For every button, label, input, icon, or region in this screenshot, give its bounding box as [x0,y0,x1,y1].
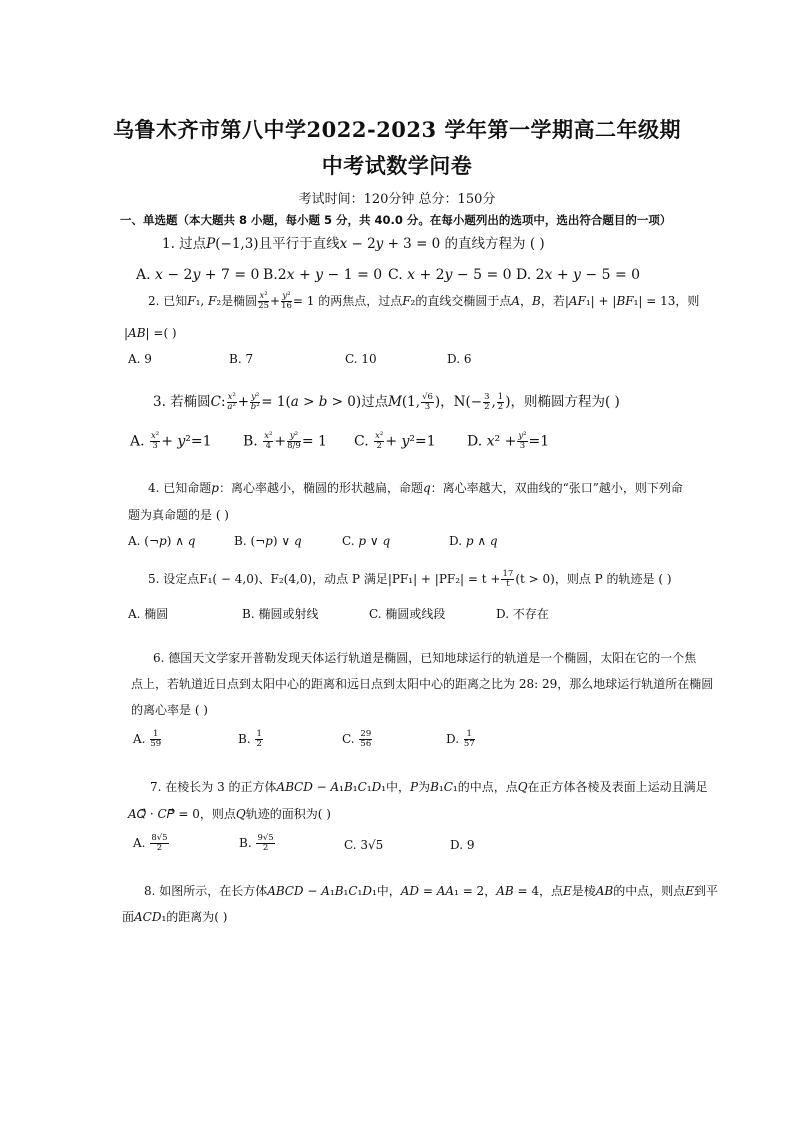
q2-frac-x: $\frac{\text{𝑥²}}{25}$ [258,291,269,311]
q2-stem-a: 2. 已知𝐹₁, 𝐹₂是椭圆 [148,294,258,308]
q5-option-d: D. 不存在 [496,607,549,621]
q6-option-b: B. $\frac{1}{2}$ [238,729,262,749]
question-5-stem: 5. 设定点F₁( − 4,0)、F₂(4,0)，动点 P 满足|PF₁| + |PF₂| = t + $\frac{17}{t}$ (t > 0)，则点 P 的轨迹是 ( ) [148,569,672,589]
q4-option-c: C. 𝑝 ∨ 𝑞 [342,534,391,548]
q2-option-a: A. 9 [128,352,152,366]
q7-option-a: A. $\frac{8√5}{2}$ [133,833,168,853]
q3-option-d: D. 𝑥² + $\frac{\text{𝑦²}}{3}$ =1 [467,431,550,451]
q1-option-c: C. 𝑥 + 2𝑦 − 5 = 0 [388,267,512,283]
question-4-stem-cont: 题为真命题的是 ( ) [128,508,229,522]
question-4-options [128,534,648,552]
question-7-stem: 7. 在棱长为 3 的正方体𝐴𝐵𝐶𝐷 − 𝐴₁𝐵₁𝐶₁𝐷₁中，𝑃为𝐵₁𝐶₁的中点，点𝑄在正方体各棱及表面上运动且满足 [150,780,708,794]
q2-option-c: C. 10 [345,352,377,366]
question-8-stem: 8. 如图所示，在长方体𝐴𝐵𝐶𝐷 − 𝐴₁𝐵₁𝐶₁𝐷₁中，𝐴𝐷 = 𝐴𝐴₁ = 2，𝐴𝐵 = 4，点𝐸是棱𝐴𝐵的中点，则点𝐸到平 [144,884,719,898]
question-5-options [128,605,648,623]
q2-option-d: D. 6 [447,352,472,366]
exam-title-line2: 中考试数学问卷 [321,153,473,178]
question-3-options [130,432,670,454]
question-2-stem-cont: |𝐴𝐵| =( ) [124,326,177,340]
q6-option-a: A. $\frac{1}{59}$ [133,729,162,749]
section-heading: 一、单选题（本大题共 8 小题，每小题 5 分，共 40.0 分。在每小题列出的选项中，选出符合题目的一项） [120,213,672,227]
question-2-stem: 2. 已知𝐹₁, 𝐹₂是椭圆 $\frac{\text{𝑥²}}{25}$ + $\frac{\text{𝑦²}}{16}$ = 1 的两焦点，过点𝐹₂的直线交椭圆于点𝐴，𝐵，若|𝐴𝐹₁| + |𝐵𝐹₁| = 13，则 [148,291,700,311]
q3-option-a: A. $\frac{\text{𝑥²}}{3}$ + 𝑦²=1 [130,431,212,451]
question-2-options [128,352,648,370]
question-3-stem: 3. 若椭圆𝐶: $\frac{\text{𝑥²}}{\text{𝑎²}}$ + $\frac{\text{𝑦²}}{\text{𝑏²}}$ = 1(𝑎 > 𝑏 > 0)过点𝑀(1, $\frac{√6}{3}$ )，N(− $\frac{3}{2}$ , $\frac{1}{2}$ )，则椭圆方程为( ) [153,392,620,412]
question-8-stem-cont: 面𝐴𝐶𝐷₁的距离为( ) [122,910,228,924]
q5-option-a: A. 椭圆 [128,607,169,621]
question-7-stem-cont: 𝐴𝑄⃗ · 𝐶𝑃⃗ = 0，则点𝑄轨迹的面积为( ) [128,807,331,821]
question-6-options [133,730,653,754]
q4-option-d: D. 𝑝 ∧ 𝑞 [449,534,498,548]
q3-option-c: C. $\frac{\text{𝑥²}}{2}$ + 𝑦²=1 [354,431,436,451]
question-7-options [133,834,653,858]
question-4-stem: 4. 已知命题𝑝：离心率越小，椭圆的形状越扁，命题𝑞：离心率越大，双曲线的“张口”越小，则下列命 [148,481,683,495]
exam-info: 考试时间：120分钟 总分：150分 [298,192,496,207]
q7-option-b: B. $\frac{9√5}{2}$ [239,833,274,853]
q7-option-c: C. 3√5 [344,838,384,852]
q3-option-b: B. $\frac{\text{𝑥²}}{4}$ + $\frac{\text{𝑦²}}{8/9}$ = 1 [243,431,327,451]
q6-option-c: C. $\frac{29}{56}$ [342,729,372,749]
q5-option-c: C. 椭圆或线段 [369,607,446,621]
question-6-stem: 6. 德国天文学家开普勒发现天体运行轨道是椭圆，已知地球运行的轨道是一个椭圆，太阳在它的一个焦 [153,651,697,665]
question-1-stem: 1. 过点𝑃(−1,3)且平行于直线𝑥 − 2𝑦 + 3 = 0 的直线方程为 ( ) [162,236,545,252]
question-1-options [136,267,656,287]
q2-option-b: B. 7 [229,352,254,366]
question-6-stem-cont: 点上，若轨道近日点到太阳中心的距离和远日点到太阳中心的距离之比为 28: 29，那么地球运行轨道所在椭圆 [131,677,714,691]
q2-stem-b: = 1 的两焦点，过点𝐹₂的直线交椭圆于点𝐴，𝐵，若|𝐴𝐹₁| + |𝐵𝐹₁| = 13，则 [292,294,700,308]
exam-title-line1: 乌鲁木齐市第八中学2022-2023 学年第一学期高二年级期 [113,117,681,142]
q7-option-d: D. 9 [450,838,475,852]
q1-option-a: A. 𝑥 − 2𝑦 + 7 = 0 [136,267,260,283]
q4-option-b: B. (¬𝑝) ∨ 𝑞 [234,534,302,548]
q5-option-b: B. 椭圆或射线 [242,607,319,621]
q1-option-b: B.2𝑥 + 𝑦 − 1 = 0 [263,267,383,283]
q4-option-a: A. (¬𝑝) ∧ 𝑞 [128,534,196,548]
q6-option-d: D. $\frac{1}{57}$ [446,729,475,749]
q2-frac-y: $\frac{\text{𝑦²}}{16}$ [281,291,292,311]
question-6-stem-end: 的离心率是 ( ) [131,703,208,717]
q1-option-d: D. 2𝑥 + 𝑦 − 5 = 0 [516,267,641,283]
